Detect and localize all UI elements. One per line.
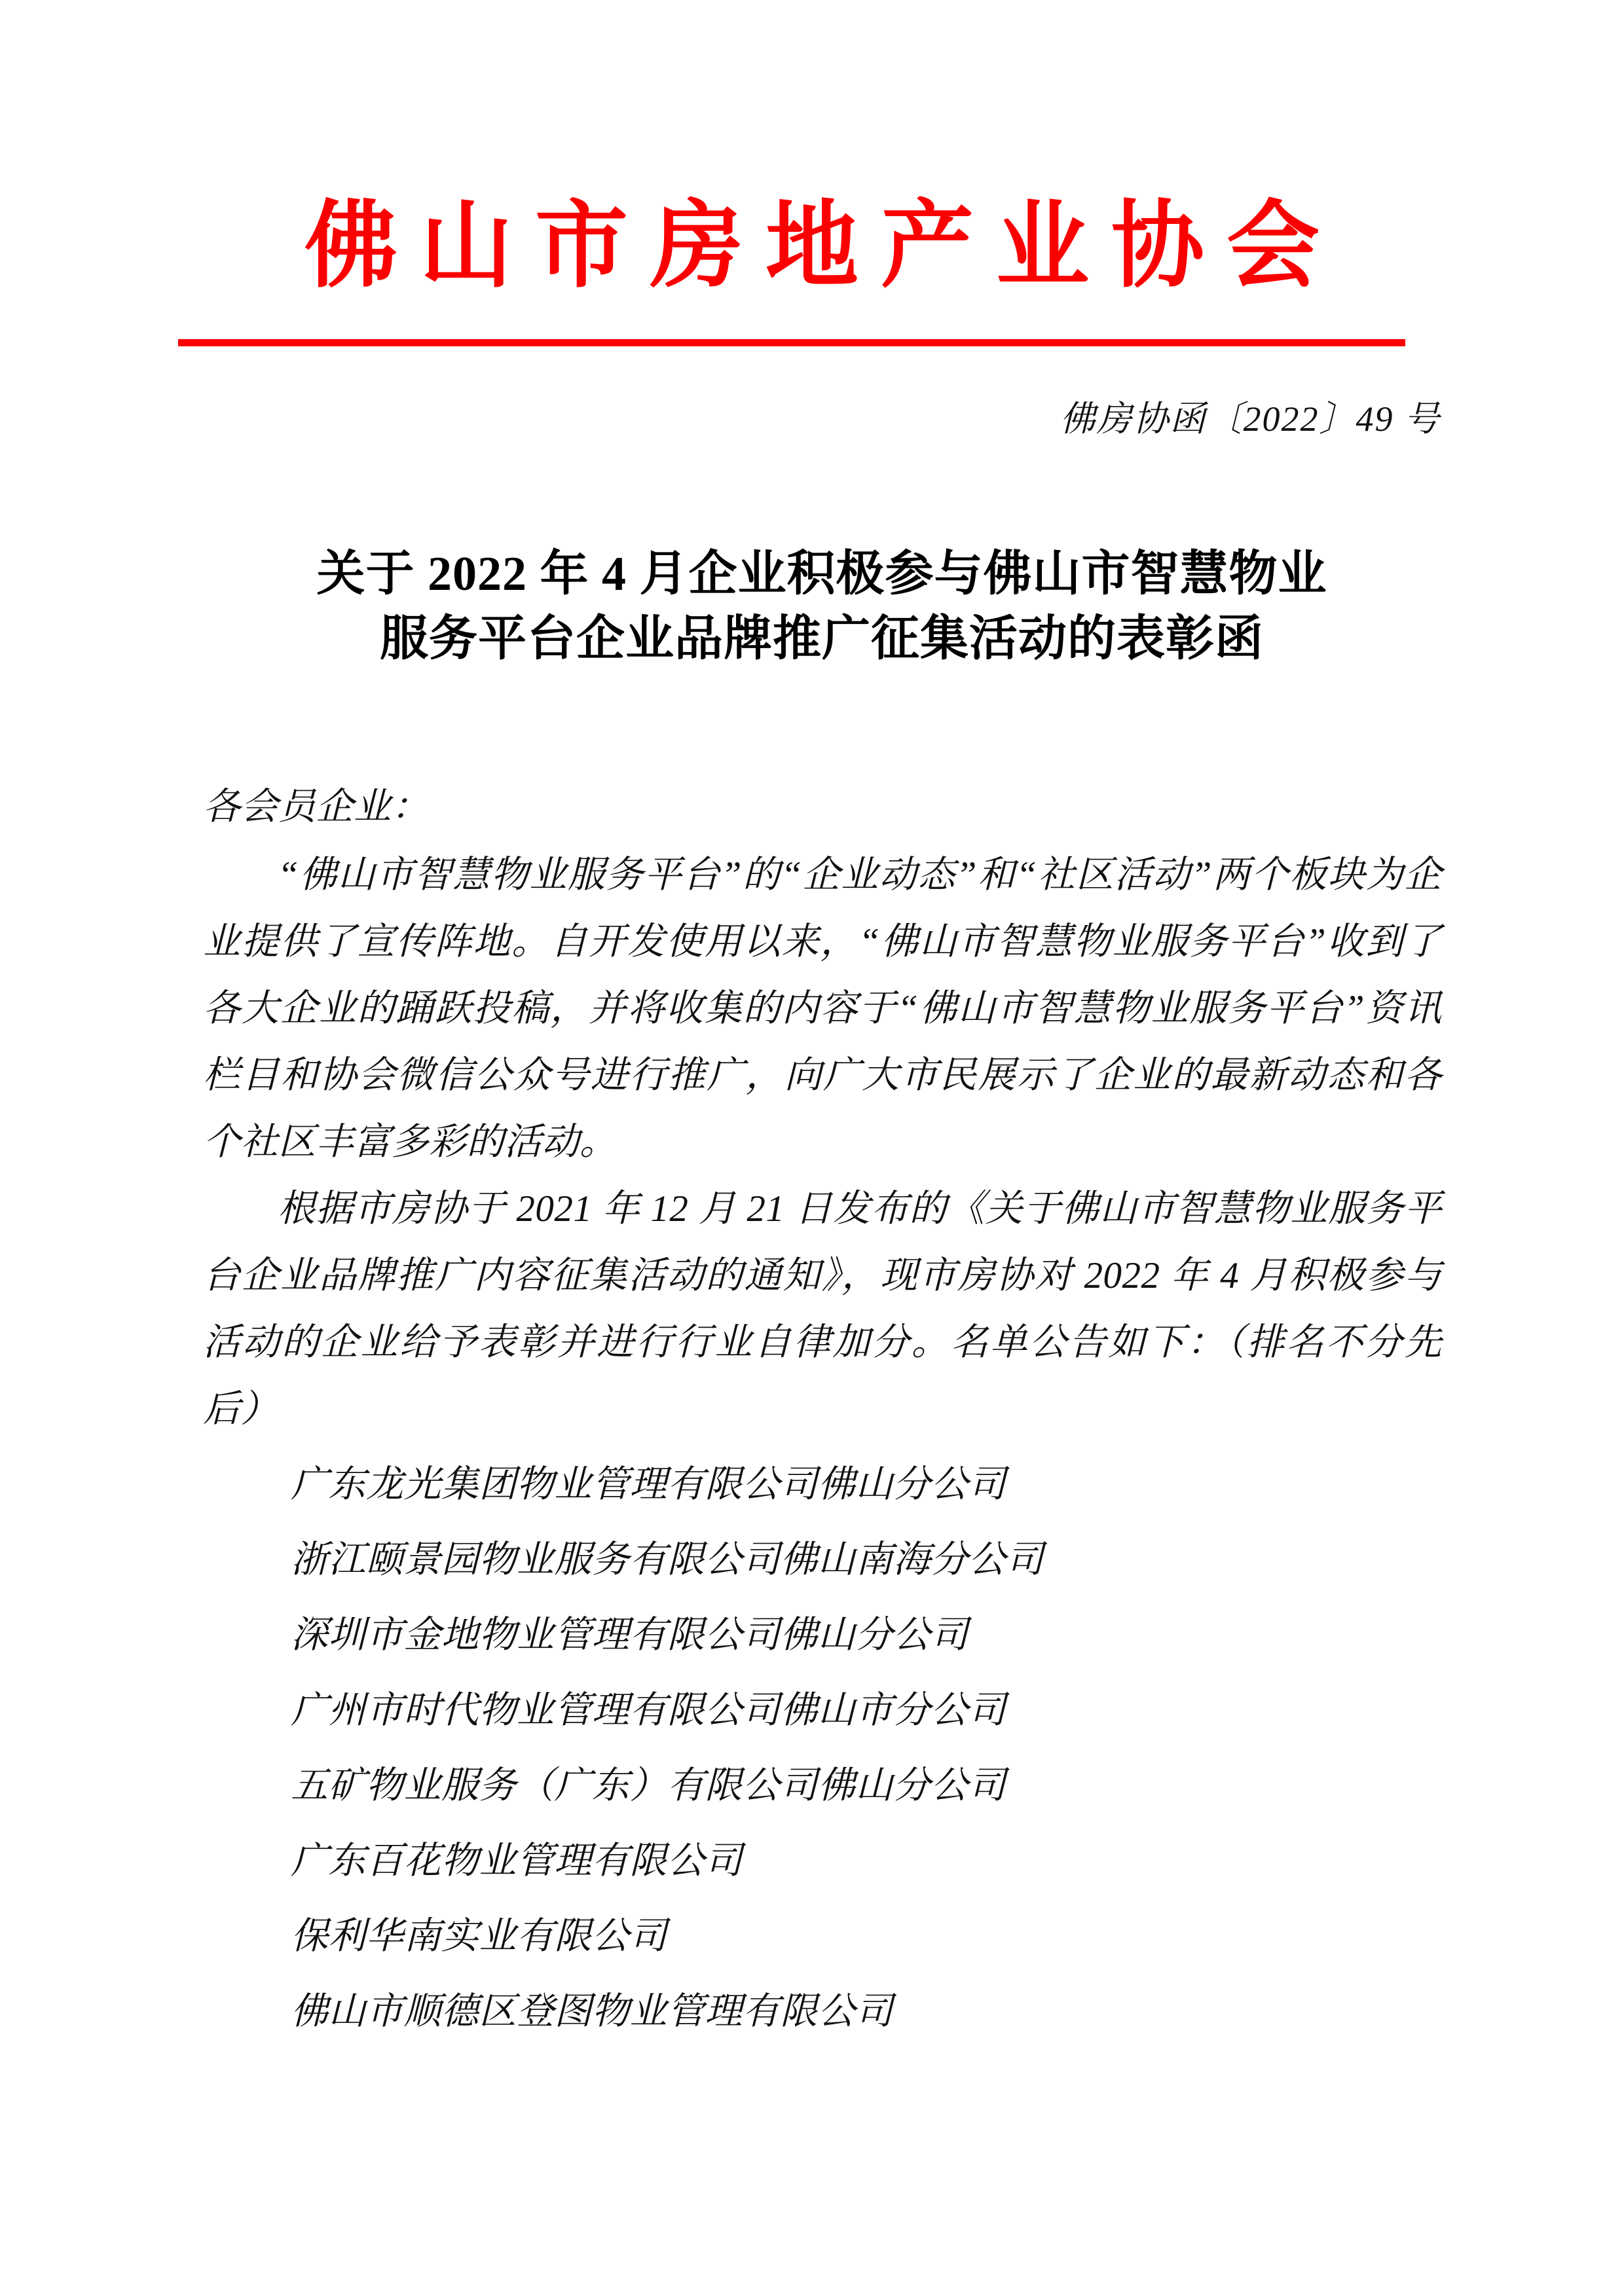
letterhead	[177, 193, 1447, 299]
title-line-1: 关于 2022 年 4 月企业积极参与佛山市智慧物业	[316, 547, 1327, 601]
salutation: 各会员企业：	[203, 786, 429, 828]
list-item: 广州市时代物业管理有限公司佛山市分公司	[290, 1690, 1006, 1731]
document-number: 佛房协函〔2022〕49 号	[1060, 399, 1441, 439]
organization-name: 佛山市房地产业协会	[304, 193, 1342, 299]
list-item: 广东百花物业管理有限公司	[290, 1840, 743, 1882]
body-paragraph-1: “佛山市智慧物业服务平台”的“企业动态”和“社区活动”两个板块为企业提供了宣传阵地。自开发使用以来，“佛山市智慧物业服务平台”收到了各大企业的踊跃投稿，并将收集的内容于“佛山市智慧物业服务平台”资讯栏目和协会微信公众号进行推广，向广大市民展示了企业的最新动态和各个社区丰富多彩的活动。	[203, 854, 1442, 1163]
list-item: 保利华南实业有限公司	[290, 1916, 667, 1957]
letterhead-divider-rule	[178, 339, 1405, 346]
list-item: 浙江颐景园物业服务有限公司佛山南海分公司	[290, 1539, 1044, 1580]
body-paragraph-2: 根据市房协于 2021 年 12 月 21 日发布的《关于佛山市智慧物业服务平台企业品牌推广内容征集活动的通知》，现市房协对 2022 年 4 月积极参与活动的企业给予表彰并进行行业自律加分。名单公告如下：（排名不分先后）	[203, 1188, 1442, 1430]
page-title	[183, 542, 1460, 672]
list-item: 佛山市顺德区登图物业管理有限公司	[290, 1991, 893, 2032]
list-item: 五矿物业服务（广东）有限公司佛山分公司	[290, 1765, 1006, 1806]
title-line-2: 服务平台企业品牌推广征集活动的表彰函	[380, 612, 1264, 666]
commended-company-list	[203, 1447, 1442, 2049]
document-body	[203, 774, 1442, 2049]
list-item: 广东龙光集团物业管理有限公司佛山分公司	[290, 1464, 1006, 1505]
list-item: 深圳市金地物业管理有限公司佛山分公司	[290, 1614, 969, 1656]
